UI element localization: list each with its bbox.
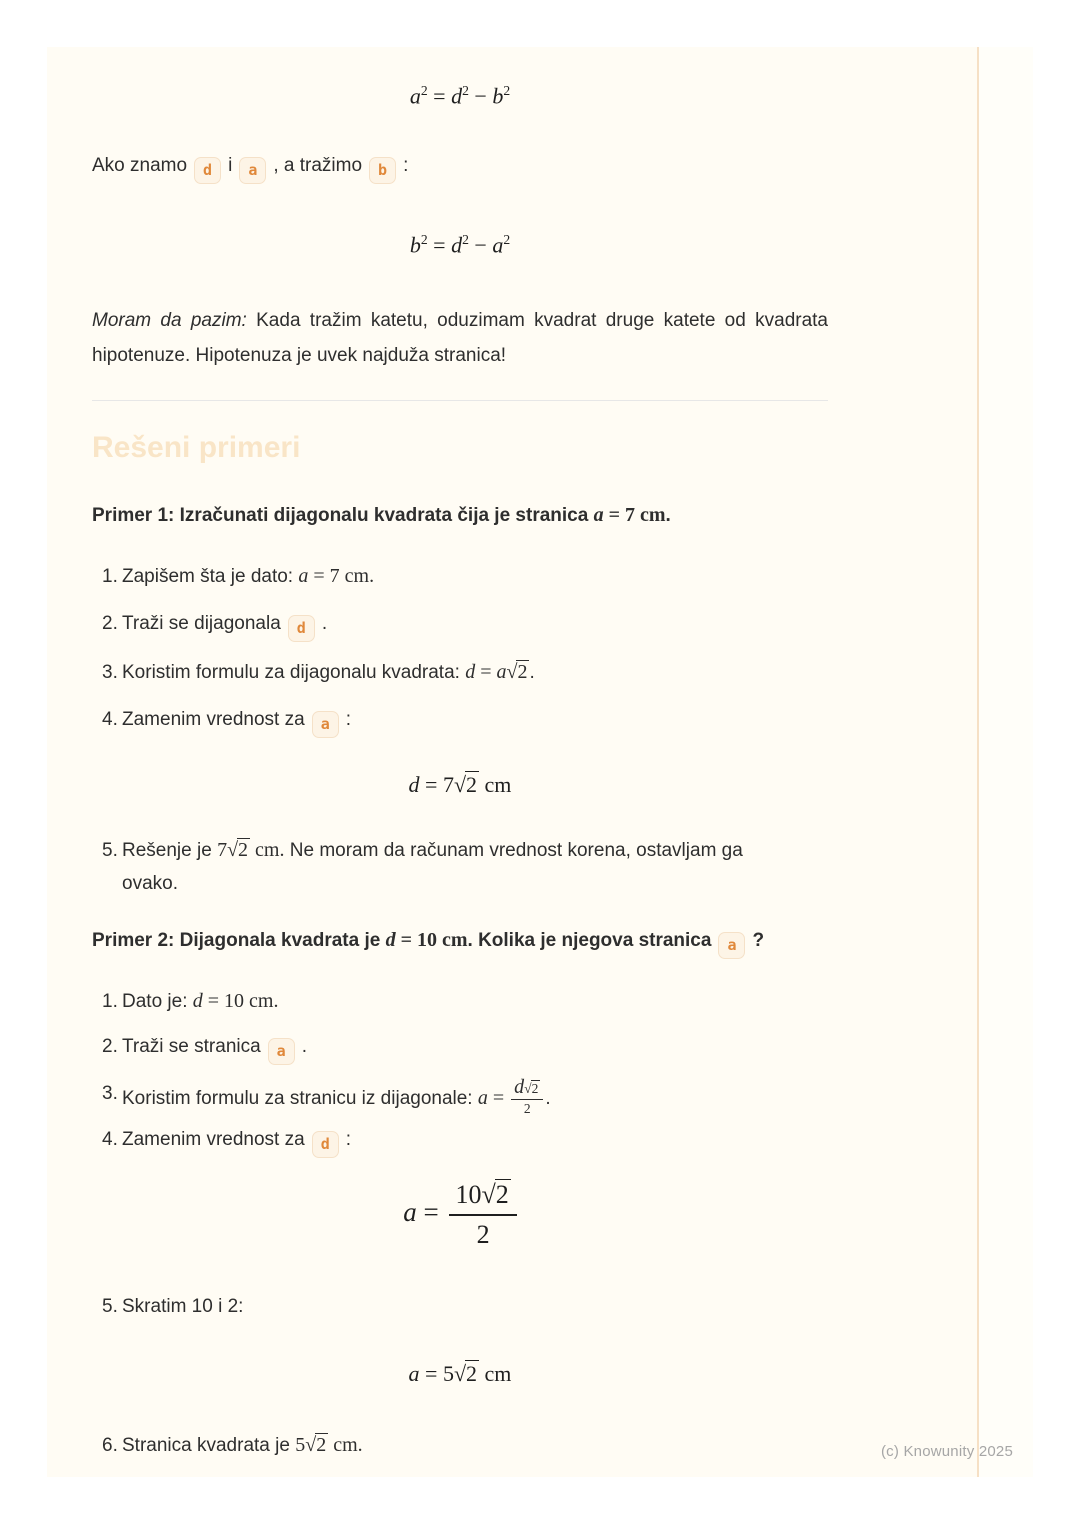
math-number: 10 bbox=[455, 1180, 482, 1210]
variable-chip-b: b bbox=[369, 157, 396, 184]
math-var: a bbox=[496, 660, 507, 683]
text: , a tražimo bbox=[273, 155, 363, 177]
math-var: d bbox=[451, 232, 463, 258]
math-minus: − bbox=[474, 83, 487, 109]
right-rail-divider bbox=[977, 47, 1033, 1477]
inline-fraction bbox=[511, 1077, 543, 1116]
list-item bbox=[92, 1077, 828, 1116]
math-number: 5 bbox=[295, 1434, 306, 1457]
text: Zapišem šta je dato: bbox=[122, 565, 299, 587]
math-var: a bbox=[298, 564, 309, 587]
primer1-title bbox=[92, 501, 828, 530]
list-item bbox=[92, 656, 828, 689]
item-number: 3. bbox=[102, 1082, 118, 1104]
fraction-numerator bbox=[511, 1077, 543, 1099]
math-var: a bbox=[403, 1197, 417, 1228]
text: Rešenje je bbox=[122, 839, 218, 861]
list-item bbox=[92, 703, 828, 738]
list-item bbox=[92, 985, 828, 1018]
text: Stranica kvadrata je bbox=[122, 1435, 296, 1457]
item-number: 5. bbox=[102, 839, 118, 861]
list-item bbox=[92, 560, 828, 593]
item-number: 2. bbox=[102, 1035, 118, 1057]
text: : bbox=[345, 708, 351, 730]
variable-chip-a: a bbox=[268, 1038, 295, 1065]
text: : bbox=[345, 1129, 351, 1151]
item-number: 4. bbox=[102, 708, 118, 730]
document-page-card bbox=[47, 47, 1033, 1477]
text: Ne moram da računam vrednost korena, ostavljam ga bbox=[284, 839, 743, 861]
text: . bbox=[321, 612, 328, 634]
text: Traži se dijagonala bbox=[122, 612, 281, 634]
formula-fraction bbox=[92, 1182, 828, 1248]
math-var: a bbox=[477, 1086, 488, 1109]
primer2-title bbox=[92, 926, 828, 959]
text: . Kolika je njegova stranica bbox=[467, 929, 712, 951]
text: Koristim formulu za dijagonalu kvadrata: bbox=[122, 661, 466, 683]
list-item bbox=[92, 1429, 828, 1462]
math-var: b bbox=[409, 232, 421, 258]
math-minus: − bbox=[474, 232, 487, 258]
square-root: √2 bbox=[506, 660, 528, 683]
text: Primer 2: Dijagonala kvadrata je bbox=[92, 929, 386, 951]
math-var: d bbox=[514, 1075, 525, 1098]
text: Primer 1: Izračunati dijagonalu kvadrata čija je stranica bbox=[92, 504, 594, 526]
math-var: d bbox=[385, 928, 396, 951]
intro-sentence bbox=[92, 150, 828, 184]
variable-chip-d: d bbox=[312, 1131, 339, 1158]
math-var: d bbox=[408, 771, 420, 797]
section-divider bbox=[92, 400, 828, 401]
math-sup: 2 bbox=[462, 232, 469, 248]
section-heading: Rešeni primeri bbox=[92, 430, 301, 464]
text: ovako. bbox=[122, 872, 178, 894]
math-sup: 2 bbox=[503, 232, 511, 248]
variable-chip-d: d bbox=[194, 157, 221, 184]
variable-chip-a: a bbox=[718, 932, 745, 959]
item-number: 1. bbox=[102, 565, 118, 587]
math-equals: = bbox=[487, 1086, 510, 1109]
text: Zamenim vrednost za bbox=[122, 708, 305, 730]
list-item bbox=[92, 834, 828, 900]
radicand: 2 bbox=[466, 1361, 478, 1387]
square-root: √2 bbox=[524, 1080, 539, 1096]
text: Traži se stranica bbox=[122, 1035, 261, 1057]
text: Skratim 10 i 2: bbox=[122, 1296, 244, 1318]
text: ? bbox=[752, 929, 765, 951]
text: . bbox=[529, 661, 535, 683]
square-root: √2 bbox=[227, 838, 249, 861]
radicand: 2 bbox=[466, 771, 478, 797]
item-number: 5. bbox=[102, 1296, 118, 1318]
math-number: 7 bbox=[217, 838, 228, 861]
formula-d-result bbox=[92, 768, 828, 802]
math-unit: cm bbox=[479, 1361, 512, 1387]
math-sup: 2 bbox=[420, 83, 428, 98]
math-var: d bbox=[465, 660, 476, 683]
caution-note bbox=[92, 303, 828, 373]
formula-a-squared bbox=[92, 47, 828, 113]
document-content bbox=[92, 47, 828, 1462]
math-text: = 7 cm bbox=[603, 503, 666, 526]
item-number: 4. bbox=[102, 1129, 118, 1151]
variable-chip-a: a bbox=[312, 711, 339, 738]
list-item bbox=[92, 1290, 828, 1323]
fraction-denominator: 2 bbox=[511, 1099, 543, 1116]
radicand: 2 bbox=[531, 1080, 539, 1096]
text: Ako znamo bbox=[92, 155, 188, 177]
item-number: 1. bbox=[102, 990, 118, 1012]
radicand: 2 bbox=[517, 660, 528, 683]
fraction-numerator bbox=[449, 1182, 516, 1214]
copyright-notice: (c) Knowunity 2025 bbox=[880, 1443, 1013, 1460]
note-body: Kada tražim katetu, oduzimam kvadrat druge katete od kvadrata hipotenuze. Hipotenuza je uvek najduža stranica! bbox=[92, 309, 828, 366]
math-var: d bbox=[192, 989, 203, 1012]
display-fraction bbox=[449, 1182, 516, 1248]
math-var: a bbox=[409, 83, 421, 109]
item-number: 3. bbox=[102, 661, 118, 683]
square-root: √2 bbox=[481, 1180, 509, 1210]
math-sup: 2 bbox=[462, 83, 469, 98]
text: . bbox=[545, 1087, 551, 1109]
square-root: √2 bbox=[453, 771, 478, 797]
text: . bbox=[665, 504, 671, 526]
math-equals: = bbox=[475, 660, 497, 683]
radicand: 2 bbox=[238, 838, 249, 861]
math-unit: cm. bbox=[250, 838, 285, 861]
list-item bbox=[92, 1123, 828, 1158]
math-var: a bbox=[593, 503, 604, 526]
item-number: 2. bbox=[102, 612, 118, 634]
math-sup: 2 bbox=[420, 232, 428, 248]
math-sup: 2 bbox=[503, 83, 511, 98]
math-unit: cm. bbox=[328, 1434, 363, 1457]
text: Koristim formulu za stranicu iz dijagonale: bbox=[122, 1087, 478, 1109]
math-var: a bbox=[492, 232, 504, 258]
math-text: = 10 cm. bbox=[202, 989, 279, 1012]
math-unit: cm bbox=[479, 771, 512, 797]
formula-a-result bbox=[92, 1357, 828, 1391]
radicand: 2 bbox=[495, 1180, 509, 1210]
text: . bbox=[301, 1035, 307, 1057]
text: Zamenim vrednost za bbox=[122, 1129, 305, 1151]
math-var: d bbox=[451, 83, 463, 109]
square-root: √2 bbox=[305, 1434, 327, 1457]
math-text: = 7 bbox=[419, 771, 454, 797]
math-text: = 10 cm bbox=[395, 928, 468, 951]
math-equals: = bbox=[433, 232, 446, 258]
variable-chip-a: a bbox=[239, 157, 266, 184]
math-var: a bbox=[408, 1361, 420, 1387]
note-lead-italic: Moram da pazim: bbox=[92, 309, 247, 331]
list-item bbox=[92, 1030, 828, 1065]
math-text: = 7 cm. bbox=[308, 564, 375, 587]
math-text: = 5 bbox=[419, 1361, 454, 1387]
math-var: b bbox=[492, 83, 504, 109]
math-equals: = bbox=[416, 1197, 446, 1228]
square-root: √2 bbox=[453, 1361, 478, 1387]
list-item bbox=[92, 607, 828, 642]
item-number: 6. bbox=[102, 1435, 118, 1457]
fraction-denominator: 2 bbox=[449, 1214, 516, 1248]
text: i bbox=[228, 155, 233, 177]
variable-chip-d: d bbox=[288, 615, 315, 642]
text: Dato je: bbox=[122, 990, 193, 1012]
radicand: 2 bbox=[316, 1434, 327, 1457]
math-equals: = bbox=[433, 83, 446, 109]
formula-b-squared bbox=[92, 223, 828, 262]
text: : bbox=[403, 155, 409, 177]
